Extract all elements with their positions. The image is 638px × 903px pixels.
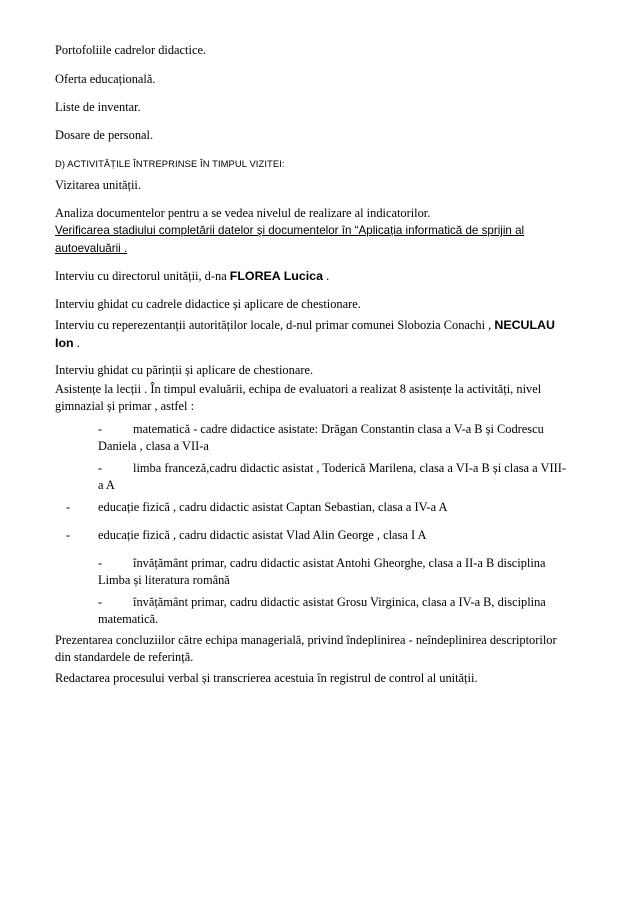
item-interviu-autoritati-line2 <box>55 335 595 352</box>
item-interviu-director <box>55 268 595 285</box>
interviu-director-text: Interviu cu directorul unității, d-na <box>55 269 230 283</box>
interviu-autoritati-text: Interviu cu reperezentanții autorităților locale, d-nul primar comunei Slobozia Conachi , <box>55 318 495 332</box>
item-asistente-line2: gimnazial și primar , astfel : <box>55 399 195 413</box>
list-item: limba franceză,cadru didactic asistat , Toderică Marilena, clasa a VI-a B și clasa a VIII- <box>133 461 566 475</box>
primar-firstname: Ion <box>55 336 74 350</box>
section-heading-d: D) ACTIVITĂȚILE ÎNTREPRINSE ÎN TIMPUL VIZITEI: <box>55 158 285 169</box>
list-dash: - <box>66 500 71 514</box>
item-interviu-autoritati-line1 <box>55 317 595 334</box>
item-interviu-cadre: Interviu ghidat cu cadrele didactice și aplicare de chestionare. <box>55 297 361 311</box>
item-interviu-parinti: Interviu ghidat cu părinții și aplicare de chestionare. <box>55 363 314 377</box>
list-item-continuation: Limba și literatura română <box>98 573 230 587</box>
item-asistente-line1: Asistențe la lecții . În timpul evaluării, echipa de evaluatori a realizat 8 asistențe la activități, nivel <box>55 382 542 396</box>
item-portofolii: Portofoliile cadrelor didactice. <box>55 43 207 57</box>
item-oferta: Oferta educațională. <box>55 72 156 86</box>
list-item-continuation: a A <box>98 478 115 492</box>
list-dash: - <box>98 556 103 570</box>
list-item: învățământ primar, cadru didactic asistat Grosu Virginica, clasa a IV-a B, disciplina <box>133 595 546 609</box>
item-vizitarea: Vizitarea unității. <box>55 178 141 192</box>
interviu-director-end: . <box>322 269 330 283</box>
list-item-continuation: Daniela , clasa a VII-a <box>98 439 209 453</box>
list-item: educație fizică , cadru didactic asistat Captan Sebastian, clasa a IV-a A <box>98 500 448 514</box>
item-verificarea-line1: Verificarea stadiului completării datelor şi documentelor în “Aplicația informatică de sprijin al <box>55 224 525 237</box>
list-dash: - <box>66 528 71 542</box>
list-item: educație fizică , cadru didactic asistat Vlad Alin George , clasa I A <box>98 528 427 542</box>
item-prezentarea-line1: Prezentarea concluziilor către echipa managerială, privind îndeplinirea - neîndeplinirea descriptorilor <box>55 633 557 647</box>
list-item: matematică - cadre didactice asistate: Drăgan Constantin clasa a V-a B și Codrescu <box>133 422 544 436</box>
item-verificarea-line2: autoevaluării . <box>55 242 128 255</box>
list-item-continuation: matematică. <box>98 612 159 626</box>
item-prezentarea-line2: din standardele de referință. <box>55 650 194 664</box>
list-item: învățământ primar, cadru didactic asistat Antohi Gheorghe, clasa a II-a B disciplina <box>133 556 546 570</box>
interviu-autoritati-end: . <box>73 336 80 350</box>
item-analiza: Analiza documentelor pentru a se vedea nivelul de realizare al indicatorilor. <box>55 206 431 220</box>
item-dosare: Dosare de personal. <box>55 128 154 142</box>
director-name: FLOREA Lucica <box>229 269 323 283</box>
list-dash: - <box>98 595 103 609</box>
list-dash: - <box>98 422 103 436</box>
item-redactarea: Redactarea procesului verbal și transcrierea acestuia în registrul de control al unității. <box>55 671 478 685</box>
item-inventar: Liste de inventar. <box>55 100 141 114</box>
list-dash: - <box>98 461 103 475</box>
primar-surname: NECULAU <box>494 318 555 332</box>
